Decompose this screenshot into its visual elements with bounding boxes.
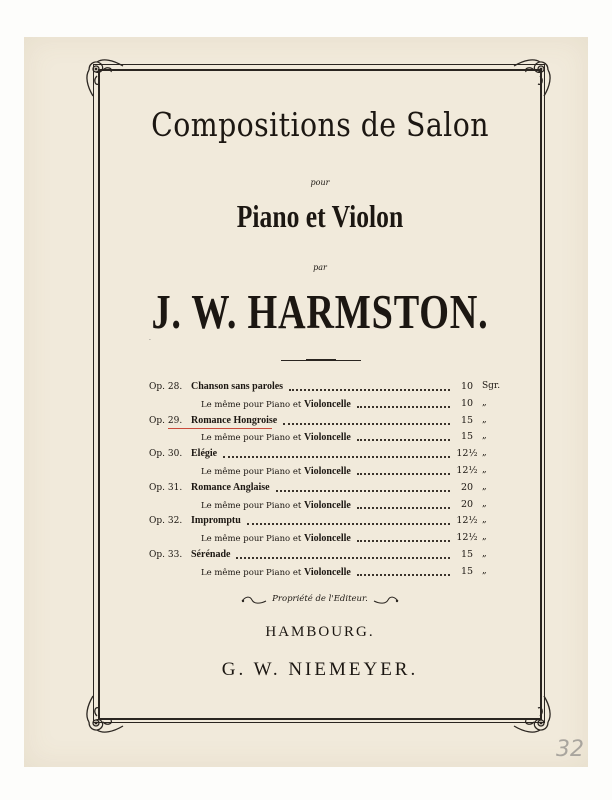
dot-leader [289, 389, 450, 391]
price-unit: „ [482, 415, 487, 425]
price: 20 [460, 482, 474, 493]
dot-leader [357, 574, 450, 576]
opus-number: Op. 29. [149, 416, 183, 426]
dot-leader [357, 540, 450, 542]
publisher-city: HAMBOURG. [265, 624, 375, 640]
red-underline-mark [168, 428, 272, 429]
catalogue-variant [0, 397, 612, 411]
opus-number: Op. 30. [149, 449, 183, 459]
catalogue-variant [0, 430, 612, 444]
price: 10 [460, 381, 474, 392]
inner-border [98, 69, 542, 720]
variant-prefix: Le même pour Piano et [201, 433, 302, 443]
variant-prefix: Le même pour Piano et [201, 534, 302, 544]
catalogue-entry [0, 548, 612, 562]
variant-instrument: Violoncelle [304, 500, 351, 511]
variant-prefix: Le même pour Piano et [201, 400, 302, 410]
corner-ornament-top-right [510, 56, 554, 100]
variant-line [201, 466, 351, 477]
work-title: Chanson sans paroles [191, 381, 284, 392]
price-unit: „ [482, 515, 487, 525]
price: 15 [460, 415, 474, 426]
flourish-right-icon [372, 596, 400, 606]
variant-instrument: Violoncelle [304, 432, 351, 443]
catalogue-entry [0, 414, 612, 428]
variant-prefix: Le même pour Piano et [201, 501, 302, 511]
catalogue-variant [0, 565, 612, 579]
variant-instrument: Violoncelle [304, 399, 351, 410]
price: 12½ [456, 515, 478, 526]
dot-leader [357, 406, 450, 408]
price: 20 [460, 499, 474, 510]
opus-number: Op. 28. [149, 382, 183, 392]
work-title: Romance Hongroise [191, 415, 278, 426]
work-title: Impromptu [191, 515, 241, 526]
dot-leader [357, 439, 450, 441]
dot-leader [236, 557, 450, 559]
price-unit: „ [482, 465, 487, 475]
ink-speck: · [149, 337, 151, 344]
catalogue-variant [0, 498, 612, 512]
instrumentation-title: Piano et Violon [236, 198, 404, 234]
opus-number: Op. 32. [149, 516, 183, 526]
price-unit: „ [482, 482, 487, 492]
composer-name: J. W. HARMSTON. [151, 284, 489, 339]
dot-leader [223, 456, 450, 458]
work-title: Elégie [191, 448, 218, 459]
corner-ornament-top-left [83, 56, 127, 100]
price-unit: Sgr. [482, 381, 501, 391]
price: 15 [460, 566, 474, 577]
catalogue-entry [0, 481, 612, 495]
variant-instrument: Violoncelle [304, 567, 351, 578]
dot-leader [283, 423, 450, 425]
dot-leader [247, 523, 450, 525]
variant-instrument: Violoncelle [304, 533, 351, 544]
catalogue-entry [0, 380, 612, 394]
variant-instrument: Violoncelle [304, 466, 351, 477]
catalogue-variant [0, 464, 612, 478]
variant-line [201, 567, 351, 578]
catalogue-entry [0, 514, 612, 528]
price-unit: „ [482, 566, 487, 576]
cover-title: Compositions de Salon [151, 105, 489, 144]
price-unit: „ [482, 448, 487, 458]
price: 12½ [456, 465, 478, 476]
publisher-name: G. W. NIEMEYER. [221, 659, 419, 680]
corner-ornament-bottom-right [510, 692, 554, 736]
title-divider [281, 360, 361, 361]
dot-leader [357, 507, 450, 509]
work-title: Sérénade [191, 549, 231, 560]
dot-leader [357, 473, 450, 475]
corner-ornament-bottom-left [83, 692, 127, 736]
dot-leader [276, 490, 450, 492]
price-unit: „ [482, 431, 487, 441]
word-par: par [313, 263, 327, 272]
price-unit: „ [482, 532, 487, 542]
price-unit: „ [482, 549, 487, 559]
price: 15 [460, 431, 474, 442]
opus-number: Op. 31. [149, 483, 183, 493]
variant-line [201, 533, 351, 544]
price: 15 [460, 549, 474, 560]
variant-prefix: Le même pour Piano et [201, 568, 302, 578]
price-unit: „ [482, 499, 487, 509]
variant-prefix: Le même pour Piano et [201, 467, 302, 477]
price-unit: „ [482, 398, 487, 408]
variant-line [201, 500, 351, 511]
variant-line [201, 399, 351, 410]
publisher-property-notice: Propriété de l'Editeur. [272, 594, 368, 604]
catalogue-entry [0, 447, 612, 461]
word-pour: pour [310, 178, 330, 187]
opus-number: Op. 33. [149, 550, 183, 560]
price: 12½ [456, 532, 478, 543]
work-title: Romance Anglaise [191, 482, 270, 493]
price: 12½ [456, 448, 478, 459]
pencil-annotation: 32 [556, 737, 584, 762]
price: 10 [460, 398, 474, 409]
variant-line [201, 432, 351, 443]
catalogue-variant [0, 531, 612, 545]
